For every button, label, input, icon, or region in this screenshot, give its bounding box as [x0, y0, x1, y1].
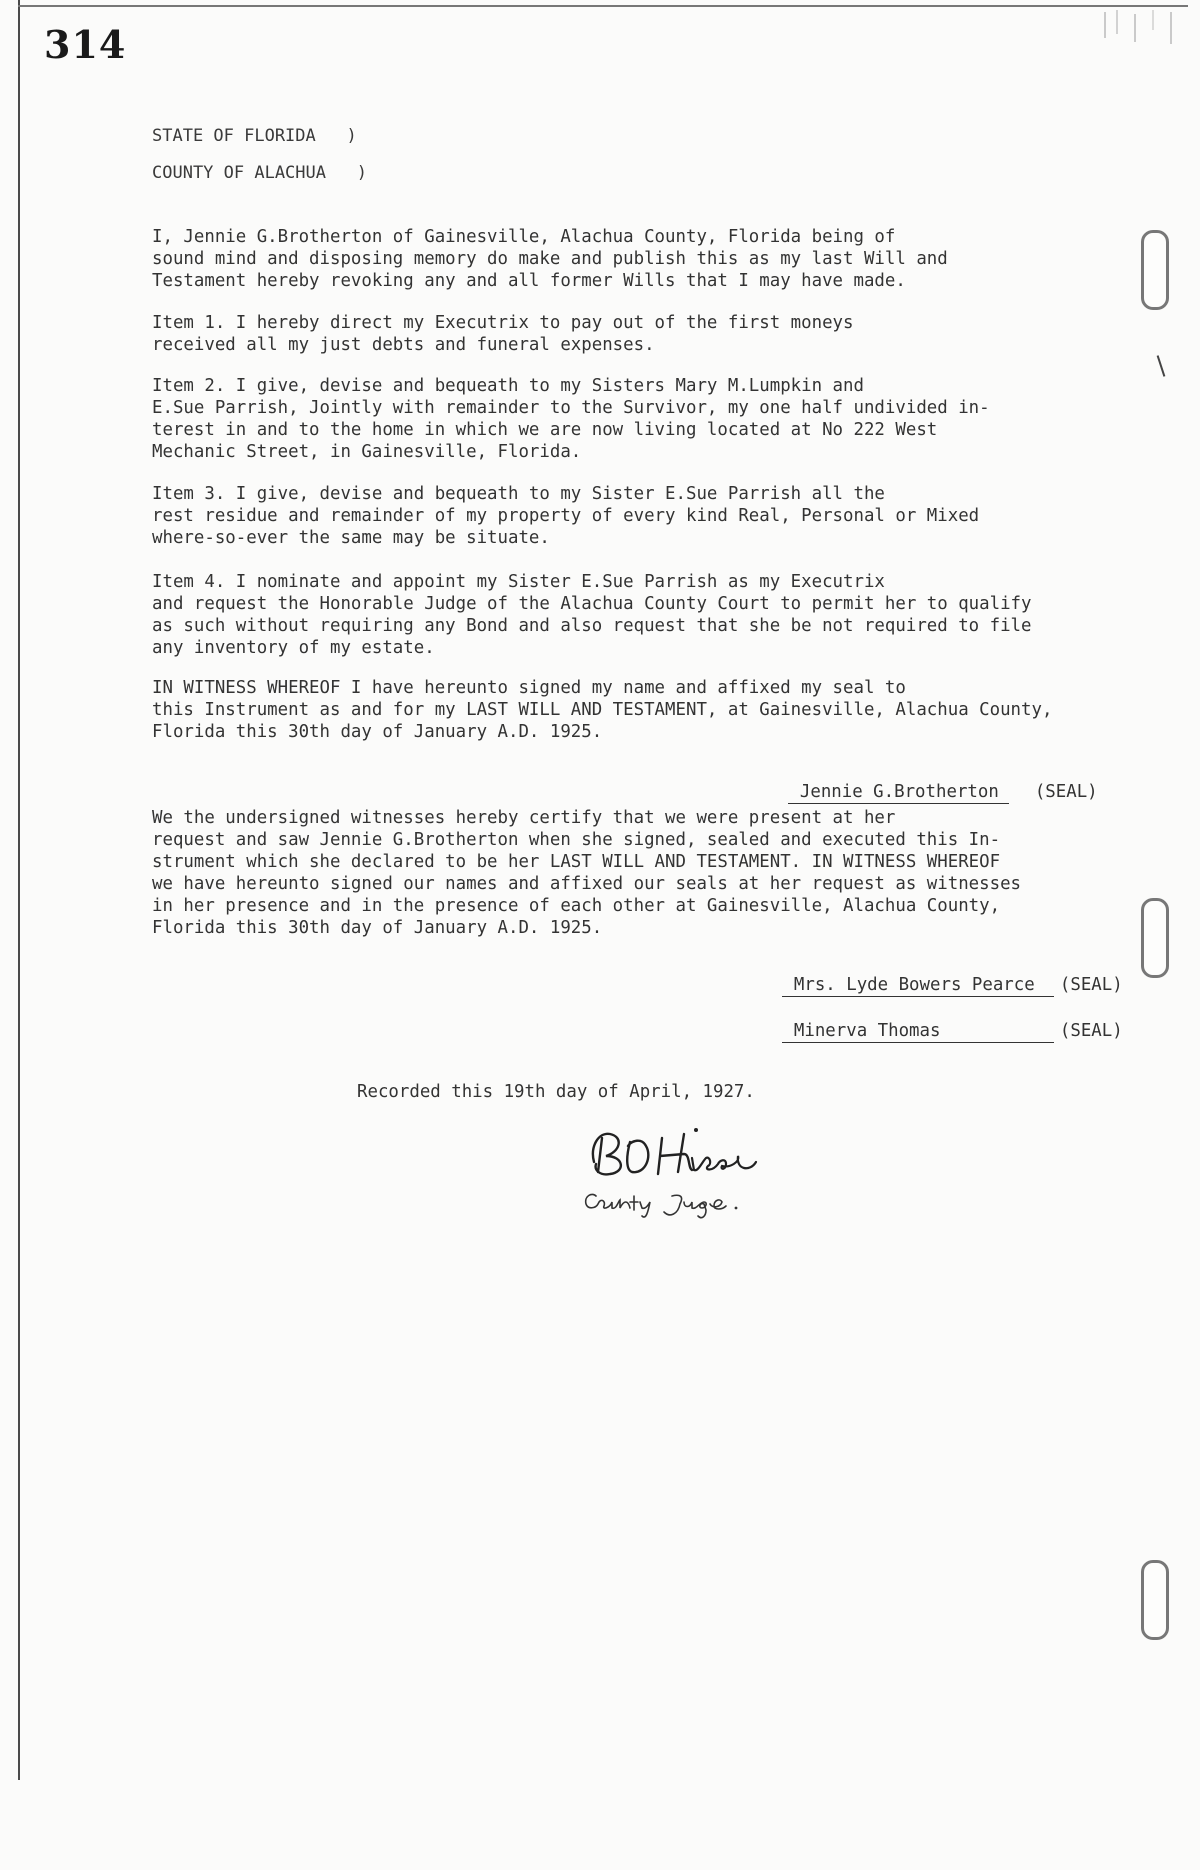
- margin-mark: [1157, 355, 1166, 377]
- caption-county: COUNTY OF ALACHUA ): [152, 163, 367, 183]
- page-number: 314: [44, 22, 127, 67]
- punch-hole-top: [1141, 230, 1169, 310]
- witness-clause-paragraph: IN WITNESS WHEREOF I have hereunto signed my name and affixed my seal to this Instrument as and for my LAST WILL AND TESTAMENT, at Gainesville, Alachua County, Florida this 30th day of January A.D. 1925.: [152, 678, 1053, 742]
- testator-seal: (SEAL): [1034, 782, 1098, 802]
- scan-noise: [1095, 8, 1185, 48]
- item-1-paragraph: Item 1. I hereby direct my Executrix to pay out of the first moneys received all my just debts and funeral expenses.: [152, 313, 854, 355]
- witness-2-signature-line: [740, 1001, 1123, 1063]
- recording-statement: Recorded this 19th day of April, 1927.: [357, 1082, 755, 1102]
- witness-2-seal: (SEAL): [1059, 1021, 1123, 1041]
- page-left-edge: [18, 0, 20, 1780]
- caption-state: STATE OF FLORIDA ): [152, 126, 357, 146]
- witness-2-name: Minerva Thomas: [782, 1021, 1054, 1043]
- item-3-paragraph: Item 3. I give, devise and bequeath to my Sister E.Sue Parrish all the rest residue and remainder of my property of every kind Real, Personal or Mixed where-so-ever the same may be situate.: [152, 484, 980, 548]
- intro-paragraph: I, Jennie G.Brotherton of Gainesville, Alachua County, Florida being of sound mind and disposing memory do make and publish this as my last Will and Testament hereby revoking any and all former Wills that I may have made.: [152, 227, 948, 291]
- item-4-paragraph: Item 4. I nominate and appoint my Sister E.Sue Parrish as my Executrix and request the Honorable Judge of the Alachua County Court to permit her to qualify as such without requiring any Bond and also request that she be not required to file any inventory of my estate.: [152, 572, 1032, 658]
- page-top-edge: [18, 5, 1188, 7]
- witness-1-seal: (SEAL): [1059, 975, 1123, 995]
- witness-1-name: Mrs. Lyde Bowers Pearce: [782, 975, 1054, 997]
- attestation-paragraph: We the undersigned witnesses hereby certify that we were present at her request and saw Jennie G.Brotherton when she signed, sealed and executed this In- strument which she declared to be her LAST WILL AND TESTAMENT. IN WITNESS WHEREOF we have hereunto signed our names and affixed our seals at her request as witnesses in her presence and in the presence of each other at Gainesville, Alachua County, Florida this 30th day of January A.D. 1925.: [152, 808, 1022, 938]
- punch-hole-middle: [1141, 898, 1169, 978]
- item-2-paragraph: Item 2. I give, devise and bequeath to my Sisters Mary M.Lumpkin and E.Sue Parrish, Jointly with remainder to the Survivor, my one half undivided in- terest in and to the home in which we are now living located at No 222 West Mechanic Street, in Gainesville, Florida.: [152, 376, 990, 462]
- judge-signature: [580, 1112, 810, 1222]
- punch-hole-bottom: [1141, 1560, 1169, 1640]
- testator-name: Jennie G.Brotherton: [788, 782, 1009, 804]
